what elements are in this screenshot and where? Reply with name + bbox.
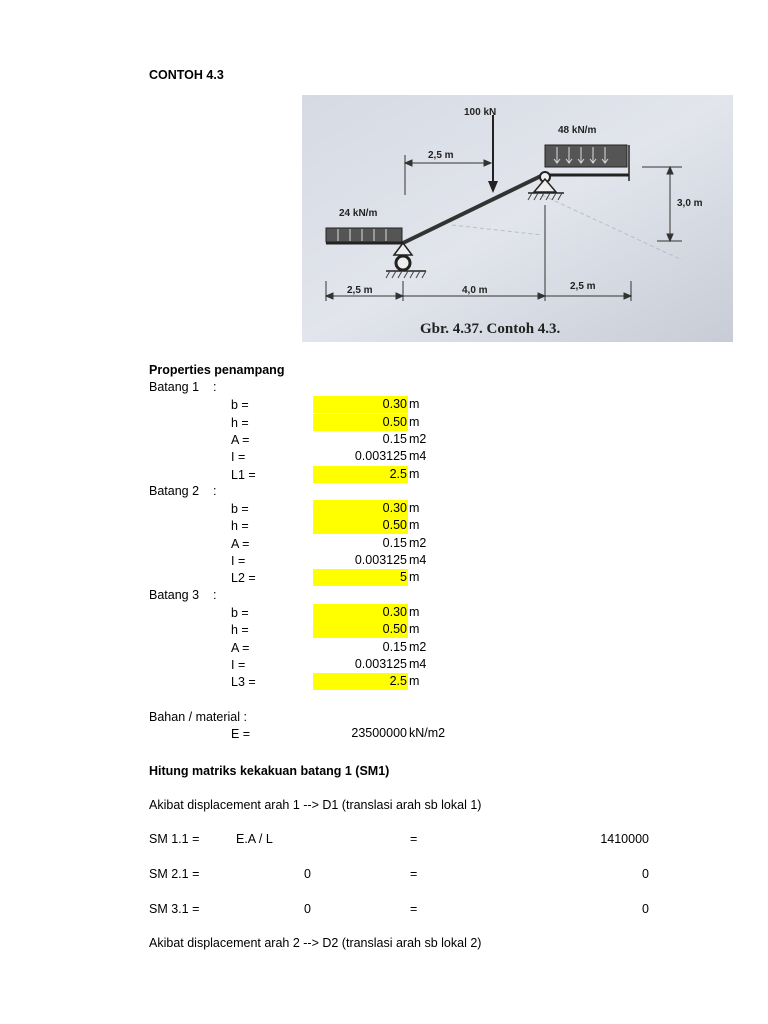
e-value: 23500000 xyxy=(351,726,407,740)
property-name: A = xyxy=(231,640,250,655)
dim-height-label: 3,0 m xyxy=(677,198,703,209)
property-value[interactable]: 0.30 xyxy=(313,396,408,413)
sm-eq: = xyxy=(410,902,418,916)
property-value: 0.003125 xyxy=(354,553,407,567)
material-label: Bahan / material : xyxy=(149,710,247,724)
property-value: 0.15 xyxy=(382,639,407,654)
sm-name: SM 1.1 = xyxy=(149,832,200,846)
property-unit: m xyxy=(409,466,420,481)
property-name: h = xyxy=(231,415,249,430)
property-name: A = xyxy=(231,432,250,447)
property-value[interactable]: 0.30 xyxy=(313,500,408,517)
property-unit: m xyxy=(409,604,420,619)
e-name: E = xyxy=(231,727,251,741)
d2-line: Akibat displacement arah 2 --> D2 (translasi arah sb lokal 2) xyxy=(149,936,482,950)
property-unit: m xyxy=(409,501,420,516)
property-value: 0.15 xyxy=(382,535,407,550)
property-value[interactable]: 5 xyxy=(313,569,408,586)
batang-colon: : xyxy=(213,587,217,602)
property-name: A = xyxy=(231,536,250,551)
sm-formula: 0 xyxy=(304,902,311,916)
stiffness-heading: Hitung matriks kekakuan batang 1 (SM1) xyxy=(149,764,390,778)
sm-formula: 0 xyxy=(304,867,311,881)
sm-eq: = xyxy=(410,832,418,846)
dim-bottom-left-label: 2,5 m xyxy=(347,285,373,296)
property-value: 0.003125 xyxy=(354,656,407,671)
property-unit: m2 xyxy=(409,431,427,446)
property-unit: m xyxy=(409,570,420,585)
batang-colon: : xyxy=(213,380,217,394)
left-distributed-load xyxy=(326,228,403,243)
property-value[interactable]: 0.30 xyxy=(313,604,408,621)
sm-name: SM 2.1 = xyxy=(149,867,200,881)
property-value[interactable]: 0.50 xyxy=(313,517,408,534)
dim-bottom-mid-label: 4,0 m xyxy=(462,285,488,296)
point-load-label: 100 kN xyxy=(464,107,497,118)
property-unit: m2 xyxy=(409,535,427,550)
property-name: b = xyxy=(231,605,249,620)
property-unit: m2 xyxy=(409,639,427,654)
batang-label: Batang 1 xyxy=(149,380,200,394)
property-unit: m4 xyxy=(409,553,427,567)
property-name: L2 = xyxy=(231,571,256,586)
load-left-label: 24 kN/m xyxy=(339,208,378,219)
property-name: L1 = xyxy=(231,467,256,482)
property-name: L3 = xyxy=(231,675,256,690)
dim-top-label: 2,5 m xyxy=(428,150,454,161)
load-right-label: 48 kN/m xyxy=(558,125,597,136)
sm-name: SM 3.1 = xyxy=(149,902,200,916)
property-name: b = xyxy=(231,398,249,413)
property-value[interactable]: 0.50 xyxy=(313,621,408,638)
property-unit: m xyxy=(409,414,420,429)
property-name: I = xyxy=(231,657,246,672)
batang-label: Batang 2 xyxy=(149,483,200,498)
property-unit: m xyxy=(409,674,420,689)
sm-result: 0 xyxy=(642,867,649,881)
property-unit: m xyxy=(409,397,420,412)
property-value[interactable]: 0.50 xyxy=(313,414,408,431)
property-value[interactable]: 2.5 xyxy=(313,466,408,483)
property-name: I = xyxy=(231,554,246,568)
property-unit: m4 xyxy=(409,656,427,671)
dim-bottom-right-label: 2,5 m xyxy=(570,281,596,292)
property-unit: m xyxy=(409,518,420,533)
d1-line: Akibat displacement arah 1 --> D1 (translasi arah sb lokal 1) xyxy=(149,798,482,812)
page-title: CONTOH 4.3 xyxy=(149,68,224,82)
figure-caption: Gbr. 4.37. Contoh 4.3. xyxy=(420,321,561,337)
property-name: h = xyxy=(231,519,249,534)
sm-result: 0 xyxy=(642,902,649,916)
property-name: b = xyxy=(231,502,249,517)
sm-result: 1410000 xyxy=(600,832,649,846)
properties-heading: Properties penampang xyxy=(149,363,285,377)
structure-figure xyxy=(302,95,733,342)
property-unit: m4 xyxy=(409,449,427,464)
property-name: h = xyxy=(231,623,249,638)
sm-formula: E.A / L xyxy=(236,832,273,846)
batang-colon: : xyxy=(213,483,217,498)
property-value: 0.003125 xyxy=(354,449,407,464)
property-value[interactable]: 2.5 xyxy=(313,673,408,690)
e-unit: kN/m2 xyxy=(409,726,446,740)
property-value: 0.15 xyxy=(382,431,407,446)
right-distributed-load xyxy=(545,145,629,181)
property-name: I = xyxy=(231,450,246,465)
sm-eq: = xyxy=(410,867,418,881)
batang-label: Batang 3 xyxy=(149,587,200,602)
property-unit: m xyxy=(409,622,420,637)
